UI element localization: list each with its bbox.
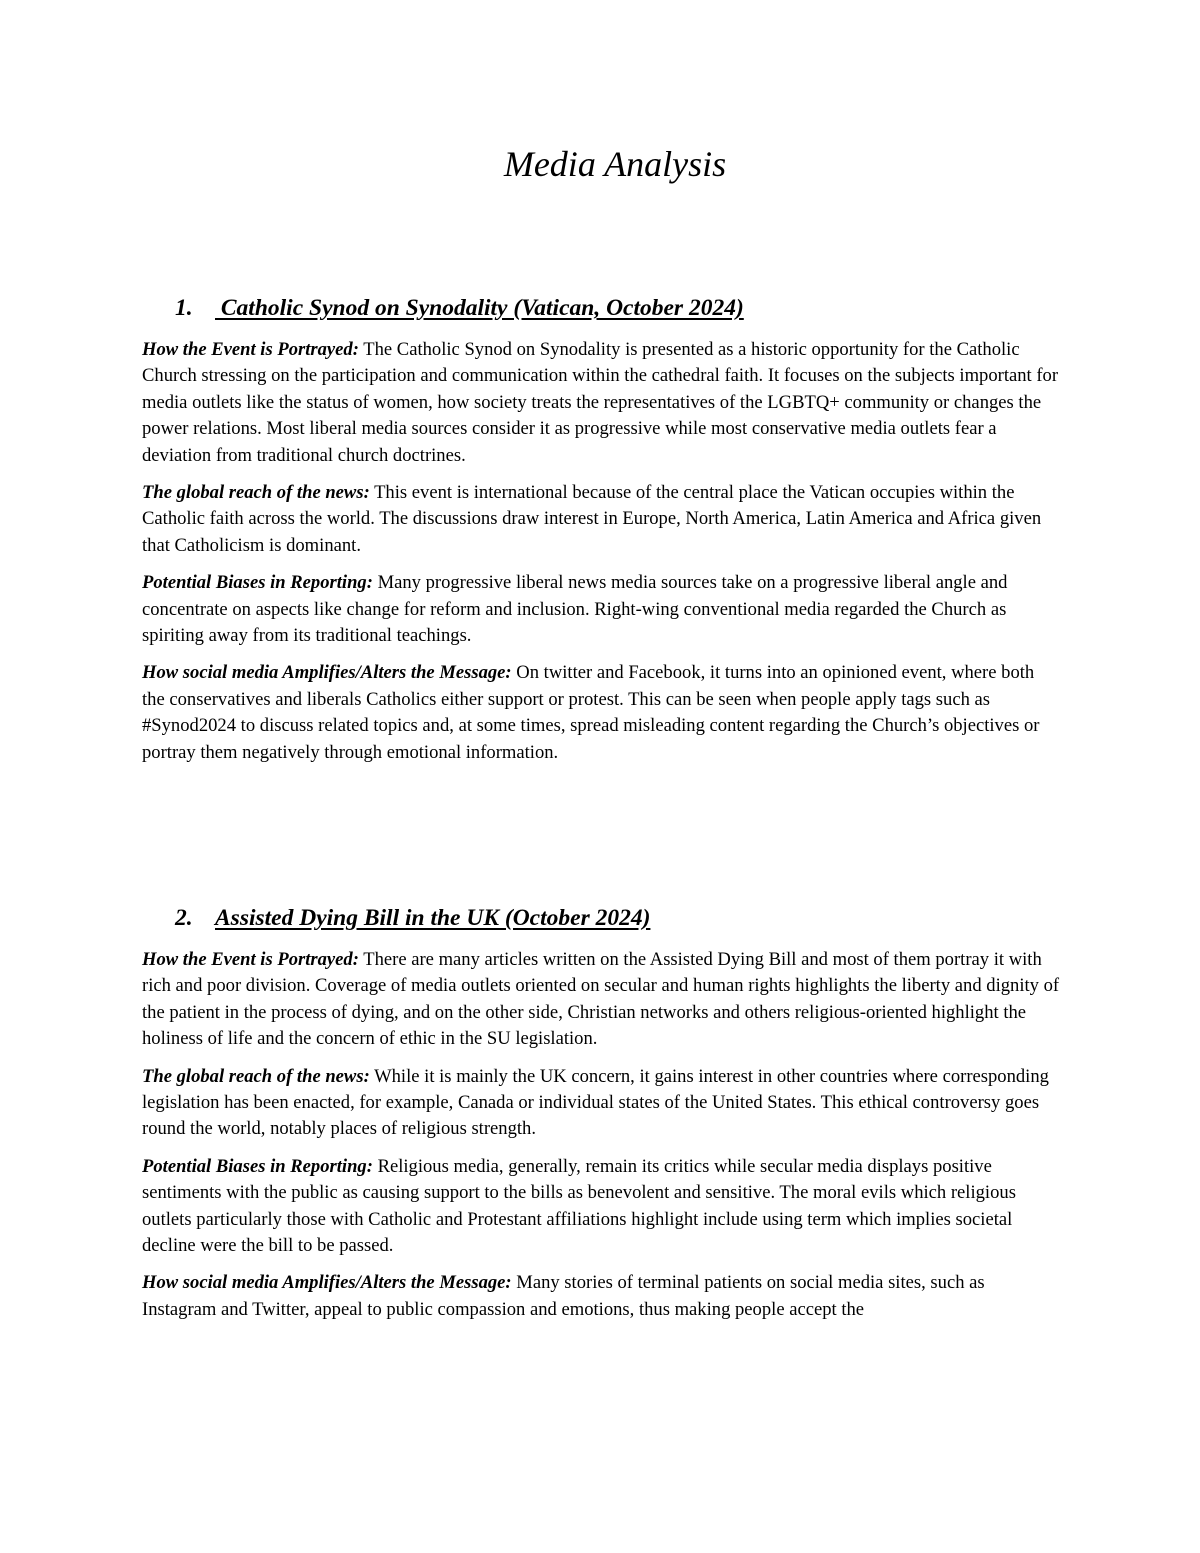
paragraph-global-reach <box>142 480 1060 559</box>
paragraph-portrayal <box>142 337 1060 469</box>
paragraph-text: This event is international because of the central place the Vatican occupies within the Catholic faith across the world. The discussions draw interest in Europe, North America, Latin America and Africa given that Catholicism is dominant. <box>142 482 1042 556</box>
section-assisted-dying <box>142 900 1060 1334</box>
paragraph-label: The global reach of the news: <box>142 482 370 504</box>
section-heading <box>175 290 1060 326</box>
paragraph-label: Potential Biases in Reporting: <box>142 1155 373 1177</box>
section-number: 1. <box>175 295 193 321</box>
paragraph-text: On twitter and Facebook, it turns into an opinioned event, where both the conservatives and liberals Catholics either support or protest. This can be seen when people apply tags such as #Synod2024 to discuss related topics and, at some times, spread misleading content regarding the Church’s objectives or portray them negatively through emotional information. <box>142 662 1040 763</box>
paragraph-social-media <box>142 1270 1060 1323</box>
section-number: 2. <box>175 905 193 931</box>
paragraph-label: Potential Biases in Reporting: <box>142 572 373 594</box>
paragraph-label: The global reach of the news: <box>142 1065 370 1087</box>
paragraph-label: How the Event is Portrayed: <box>142 339 359 360</box>
paragraph-portrayal <box>142 947 1060 1053</box>
paragraph-label: How social media Amplifies/Alters the Message: <box>142 1272 512 1294</box>
paragraph-text: Religious media, generally, remain its critics while secular media displays positive sentiments with the public as causing support to the bills as benevolent and sensitive. The moral evils which religious outlets particularly those with Catholic and Protestant affiliations highlight include using term which implies societal decline were the bill to be passed. <box>142 1155 1016 1257</box>
document-title: Media Analysis <box>503 144 727 184</box>
paragraph-biases <box>142 1154 1060 1260</box>
paragraph-text: While it is mainly the UK concern, it gains interest in other countries where corresponding legislation has been enacted, for example, Canada or individual states of the United States. This ethical controversy goes round the world, notably places of religious strength. <box>142 1065 1049 1140</box>
paragraph-global-reach <box>142 1064 1060 1143</box>
section-heading <box>175 900 1060 936</box>
section-heading-text: Catholic Synod on Synodality (Vatican, October 2024) <box>215 295 744 321</box>
paragraph-text: Many stories of terminal patients on social media sites, such as Instagram and Twitter, appeal to public compassion and emotions, thus making people accept the <box>142 1272 985 1320</box>
paragraph-biases <box>142 570 1060 649</box>
paragraph-text: The Catholic Synod on Synodality is presented as a historic opportunity for the Catholic Church stressing on the participation and communication within the cathedral faith. It focuses on the subjects important for media outlets like the status of women, how society treats the representatives of the LGBTQ+ community or changes the power relations. Most liberal media sources consider it as progressive while most conservative media outlets fear a deviation from traditional church doctrines. <box>142 339 1059 466</box>
section-catholic-synod <box>142 290 1060 777</box>
paragraph-text: There are many articles written on the Assisted Dying Bill and most of them portray it with rich and poor division. Coverage of media outlets oriented on secular and human rights highlights the liberty and dignity of the patient in the process of dying, and on the other side, Christian networks and others religious-oriented highlight the holiness of life and the concern of ethic in the SU legislation. <box>142 949 1060 1050</box>
paragraph-label: How social media Amplifies/Alters the Message: <box>142 662 512 684</box>
paragraph-label: How the Event is Portrayed: <box>142 949 359 970</box>
section-heading-text: Assisted Dying Bill in the UK (October 2024) <box>215 905 651 931</box>
paragraph-social-media <box>142 660 1060 766</box>
paragraph-text: Many progressive liberal news media sources take on a progressive liberal angle and concentrate on aspects like change for reform and inclusion. Right-wing conventional media regarded the Church as spiriting away from its traditional teachings. <box>142 572 1008 647</box>
